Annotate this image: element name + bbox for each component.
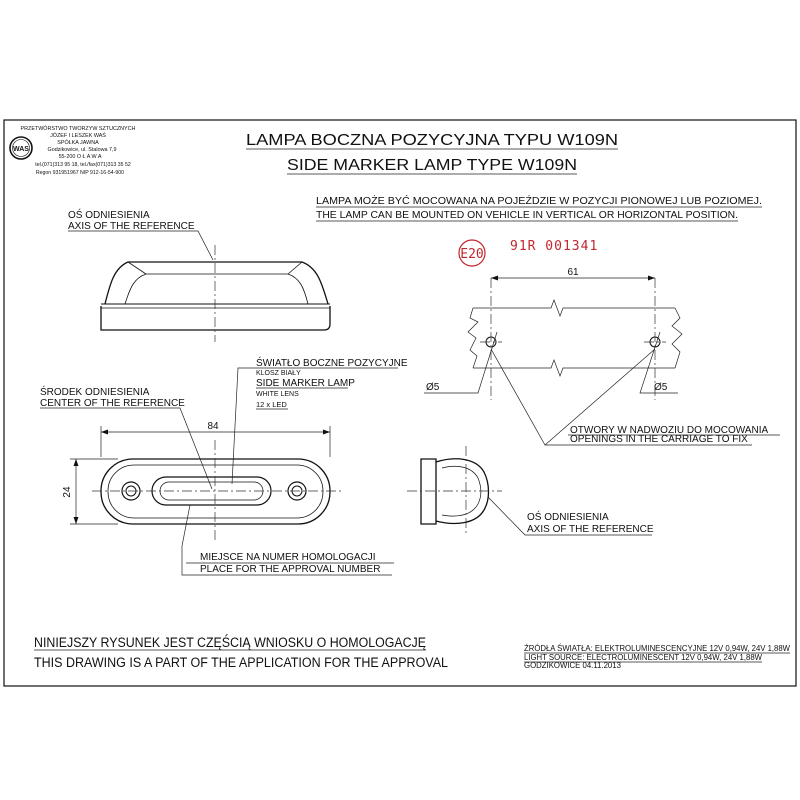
dimension-height-value: 24 — [62, 486, 73, 498]
company-logo — [10, 137, 32, 159]
lamp-front-view — [101, 459, 330, 524]
company-line-3: SPÓŁKA JAWNA — [57, 140, 99, 146]
statement-pl: NINIEJSZY RYSUNEK JEST CZĘŚCIĄ WNIOSKU O HOMOLOGACJĘ — [34, 635, 426, 650]
drawing-date: GODZIKOWICE 04.11.2013 — [524, 661, 621, 670]
center-ref-en: CENTER OF THE REFERENCE — [40, 398, 185, 409]
title-pl: LAMPA BOCZNA POZYCYJNA TYPU W109N — [246, 132, 618, 149]
approval-number: 91R 001341 — [510, 239, 599, 254]
dimension-length-value: 84 — [207, 421, 219, 432]
center-ref-pl: ŚRODEK ODNIESIENIA — [40, 387, 150, 398]
axis-ref-top-leader — [68, 231, 213, 260]
source-en: LIGHT SOURCE: ELECTROLUMINESCENT 12V 0,94W, 24V 1,88W — [524, 653, 763, 662]
holes-pl: OTWORY W NADWOZIU DO MOCOWANIA — [570, 425, 769, 436]
company-line-7: Regon 931951967 NIP 912-16-54-900 — [35, 170, 125, 176]
light-en: SIDE MARKER LAMP — [256, 378, 355, 389]
axis-ref-side-pl: OŚ ODNIESIENIA — [527, 512, 609, 523]
mounting-note-pl: LAMPA MOŻE BYĆ MOCOWANA NA POJEŹDZIE W POZYCJI PIONOWEJ LUB POZIOMEJ. — [316, 196, 762, 207]
company-line-1: PRZETWÓRSTWO TWORZYW SZTUCZNYCH — [20, 126, 136, 132]
lamp-top-view — [101, 262, 330, 330]
axis-ref-top-en: AXIS OF THE REFERENCE — [68, 221, 195, 232]
company-line-2: JÓZEF I LESZEK WAŚ — [50, 133, 106, 139]
led-count: 12 x LED — [256, 400, 287, 409]
statement-en: THIS DRAWING IS A PART OF THE APPLICATION FOR THE APPROVAL — [34, 655, 449, 670]
title-en: SIDE MARKER LAMP TYPE W109N — [287, 157, 577, 174]
company-line-4: Godzikowice, ul. Stalowa 7,9 — [47, 147, 117, 153]
lens-en: WHITE LENS — [256, 391, 299, 398]
source-pl: ŹRÓDŁA ŚWIATŁA: ELEKTROLUMINESCENCYJNE 12V 0,94W, 24V 1,88W — [524, 644, 791, 653]
light-pl: ŚWIATŁO BOCZNE POZYCYJNE — [256, 358, 408, 369]
logo-text: WAS — [13, 146, 29, 153]
axis-ref-side-en: AXIS OF THE REFERENCE — [527, 524, 654, 535]
approval-mark-text: E20 — [460, 247, 484, 262]
approval-mark — [459, 240, 485, 266]
homol-en: PLACE FOR THE APPROVAL NUMBER — [200, 564, 381, 575]
dimension-hole-spacing-value: 61 — [567, 267, 579, 278]
hole-right-dim: Ø5 — [654, 382, 668, 393]
hole-left-dim: Ø5 — [426, 382, 440, 393]
lamp-side-view — [421, 459, 489, 524]
company-line-5: 55-200 O Ł A W A — [58, 154, 102, 160]
mounting-note-en: THE LAMP CAN BE MOUNTED ON VEHICLE IN VERTICAL OR HORIZONTAL POSITION. — [316, 210, 738, 221]
homol-pl: MIEJSCE NA NUMER HOMOLOGACJI — [200, 552, 376, 563]
axis-ref-top-pl: OŚ ODNIESIENIA — [68, 210, 150, 221]
company-address — [21, 125, 136, 176]
company-line-6: tel.(071)313 95 18, tel./fax(071)313 35 52 — [35, 162, 131, 168]
holes-en: OPENINGS IN THE CARRIAGE TO FIX — [570, 434, 748, 445]
lens-pl: KLOSZ BIAŁY — [256, 370, 301, 377]
mounting-holes-detail — [468, 278, 682, 400]
